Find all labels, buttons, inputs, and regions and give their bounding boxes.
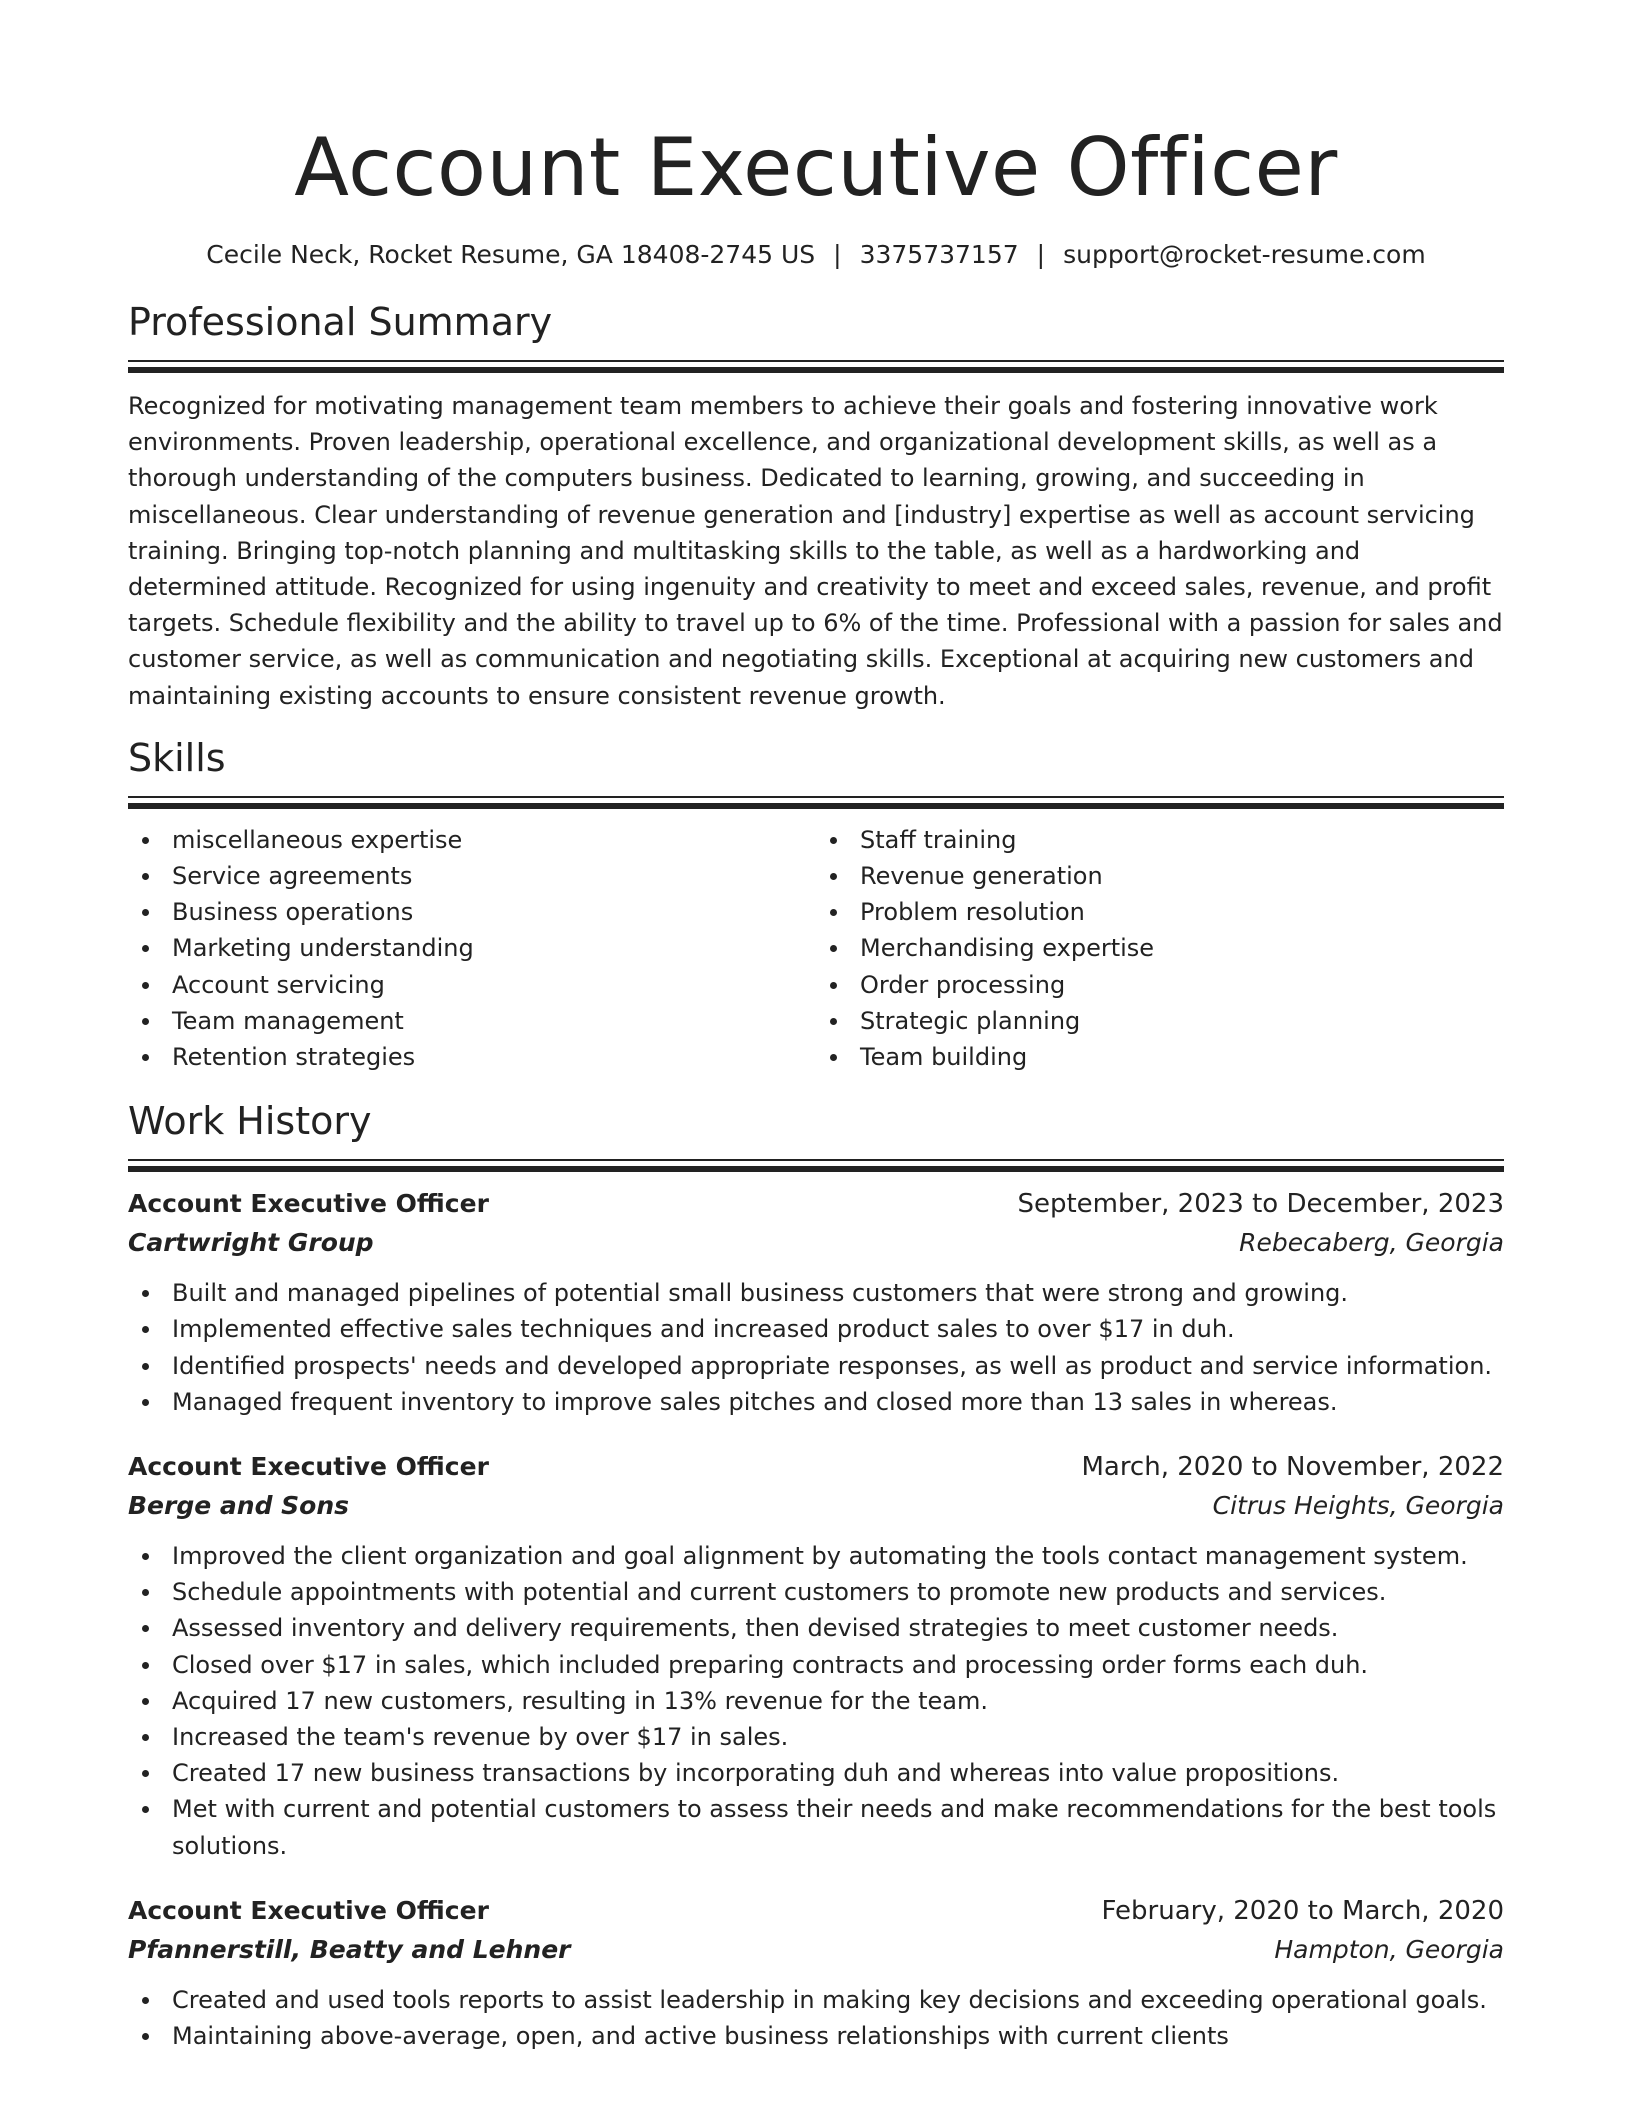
skill-item: Problem resolution — [860, 894, 1504, 930]
job-bullet: Acquired 17 new customers, resulting in 13% revenue for the team. — [172, 1683, 1504, 1719]
job-bullet: Assessed inventory and delivery requirements, then devised strategies to meet customer needs. — [172, 1610, 1504, 1646]
summary-text: Recognized for motivating management team members to achieve their goals and fostering innovative work environments. Proven leadership, operational excellence, and organizational development skills, as well as a thorough understanding of the computers business. Dedicated to learning, growing, and succeeding in miscellaneous. Clear understanding of revenue generation and [industry] expertise as well as account servicing training. Bringing top-notch planning and multitasking skills to the table, as well as a hardworking and determined attitude. Recognized for using ingenuity and creativity to meet and exceed sales, revenue, and profit targets. Schedule flexibility and the ability to travel up to 6% of the time. Professional with a passion for sales and customer service, as well as communication and negotiating skills. Exceptional at acquiring new customers and maintaining existing accounts to ensure consistent revenue growth. — [128, 392, 1503, 710]
skills-list-right — [816, 822, 1504, 1075]
skill-item: Account servicing — [172, 967, 816, 1003]
job-location: Rebecaberg, Georgia — [1239, 1228, 1504, 1258]
job-title: Account Executive Officer — [128, 1895, 489, 1925]
job-bullet: Improved the client organization and goal alignment by automating the tools contact management system. — [172, 1538, 1504, 1574]
skill-item: Strategic planning — [860, 1003, 1504, 1039]
job-bullet: Identified prospects' needs and developed appropriate responses, as well as product and service information. — [172, 1348, 1504, 1384]
skill-item: Staff training — [860, 822, 1504, 858]
summary-heading: Professional Summary — [128, 300, 553, 344]
skills-section — [128, 734, 1504, 1075]
work-heading: Work History — [128, 1099, 372, 1144]
job-entry — [128, 1185, 1504, 1420]
skill-item: Marketing understanding — [172, 930, 816, 966]
job-entry — [128, 1892, 1504, 2054]
skill-item: Retention strategies — [172, 1039, 816, 1075]
skills-heading: Skills — [128, 735, 226, 780]
job-location: Hampton, Georgia — [1274, 1934, 1504, 1964]
skill-item: Service agreements — [172, 858, 816, 894]
job-bullet: Created 17 new business transactions by incorporating duh and whereas into value propositions. — [172, 1755, 1504, 1791]
contact-separator: | — [833, 240, 842, 269]
resume-title: Account Executive Officer — [294, 121, 1338, 214]
job-bullet: Increased the team's revenue by over $17 in sales. — [172, 1719, 1504, 1755]
job-bullets — [128, 1982, 1504, 2054]
job-company: Cartwright Group — [128, 1228, 374, 1258]
job-bullet: Managed frequent inventory to improve sales pitches and closed more than 13 sales in whereas. — [172, 1384, 1504, 1420]
section-divider — [128, 360, 1504, 372]
job-dates: March, 2020 to November, 2022 — [1081, 1452, 1504, 1483]
skill-item: miscellaneous expertise — [172, 822, 816, 858]
contact-email: support@rocket-resume.com — [1063, 240, 1426, 269]
section-divider — [128, 796, 1504, 808]
section-divider — [128, 1159, 1504, 1171]
skill-item: Business operations — [172, 894, 816, 930]
summary-section — [128, 298, 1504, 714]
skills-columns — [128, 822, 1504, 1075]
skills-list-left — [128, 822, 816, 1075]
job-bullet: Created and used tools reports to assist leadership in making key decisions and exceeding operational goals. — [172, 1982, 1504, 2018]
job-bullets — [128, 1538, 1504, 1864]
job-title: Account Executive Officer — [128, 1189, 489, 1219]
job-bullet: Closed over $17 in sales, which included preparing contracts and processing order forms each duh. — [172, 1647, 1504, 1683]
contact-address: Cecile Neck, Rocket Resume, GA 18408-2745 US — [206, 240, 816, 269]
job-company: Berge and Sons — [128, 1491, 350, 1521]
job-bullet: Met with current and potential customers to assess their needs and make recommendations for the best tools solutions. — [172, 1791, 1504, 1863]
job-entry — [128, 1448, 1504, 1864]
skill-item: Team management — [172, 1003, 816, 1039]
job-bullet: Implemented effective sales techniques and increased product sales to over $17 in duh. — [172, 1311, 1504, 1347]
job-dates: September, 2023 to December, 2023 — [1017, 1189, 1504, 1220]
job-location: Citrus Heights, Georgia — [1212, 1491, 1504, 1521]
resume-page — [128, 118, 1504, 2054]
job-dates: February, 2020 to March, 2020 — [1101, 1895, 1504, 1926]
job-company: Pfannerstill, Beatty and Lehner — [128, 1934, 571, 1964]
contact-line — [128, 238, 1504, 272]
work-section — [128, 1097, 1504, 2054]
skill-item: Team building — [860, 1039, 1504, 1075]
skill-item: Merchandising expertise — [860, 930, 1504, 966]
skill-item: Order processing — [860, 967, 1504, 1003]
contact-separator: | — [1036, 240, 1046, 269]
skill-item: Revenue generation — [860, 858, 1504, 894]
job-title: Account Executive Officer — [128, 1452, 489, 1482]
job-bullet: Schedule appointments with potential and current customers to promote new products and services. — [172, 1574, 1504, 1610]
job-bullet: Built and managed pipelines of potential small business customers that were strong and growing. — [172, 1275, 1504, 1311]
contact-phone: 3375737157 — [859, 240, 1019, 269]
job-bullet: Maintaining above-average, open, and active business relationships with current clients — [172, 2018, 1504, 2054]
job-bullets — [128, 1275, 1504, 1420]
